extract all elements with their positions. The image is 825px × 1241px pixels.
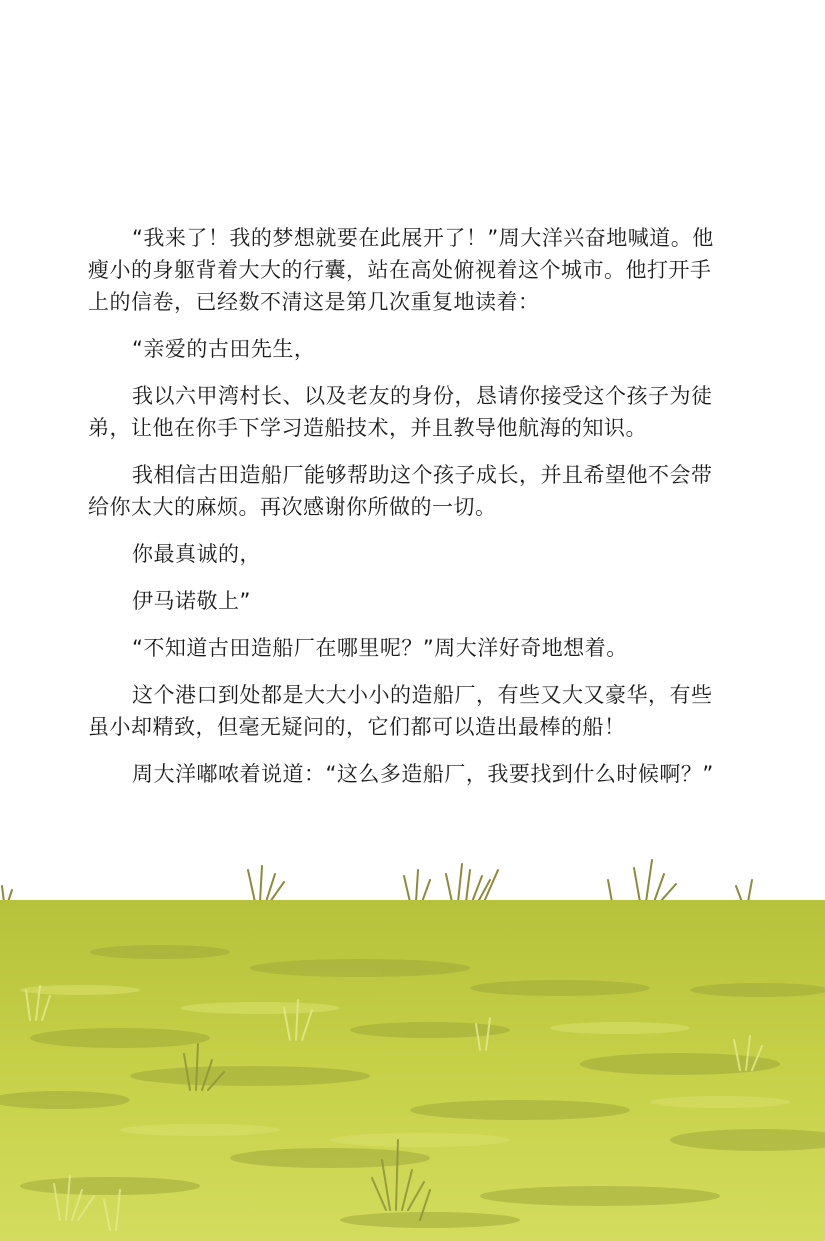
story-text — [88, 222, 728, 805]
paragraph-arrival: “我来了！我的梦想就要在此展开了！”周大洋兴奋地喊道。他瘦小的身躯背着大大的行囊，站在高处俯视着这个城市。他打开手上的信卷，已经数不清这是第几次重复地读着： — [88, 226, 714, 314]
letter-body-thanks: 我相信古田造船厂能够帮助这个孩子成长，并且希望他不会带给你太大的麻烦。再次感谢你所做的一切。 — [88, 463, 713, 519]
horizon-grass-tufts — [2, 860, 752, 902]
letter-signature: 伊马诺敬上” — [132, 589, 251, 613]
paragraph-harbor: 这个港口到处都是大大小小的造船厂，有些又大又豪华，有些虽小却精致，但毫无疑问的，它们都可以造出最棒的船！ — [88, 683, 713, 739]
letter-body-request: 我以六甲湾村长、以及老友的身份，恳请你接受这个孩子为徒弟，让他在你手下学习造船技术，并且教导他航海的知识。 — [88, 384, 713, 440]
paragraph-wondering: “不知道古田造船厂在哪里呢？”周大洋好奇地想着。 — [132, 636, 628, 660]
letter-closing: 你最真诚的， — [132, 542, 261, 566]
letter-greeting: “亲爱的古田先生， — [132, 337, 316, 361]
grass-field-illustration — [0, 840, 825, 1241]
paragraph-mumbling: 周大洋嘟哝着说道：“这么多造船厂，我要找到什么时候啊？” — [132, 762, 714, 786]
